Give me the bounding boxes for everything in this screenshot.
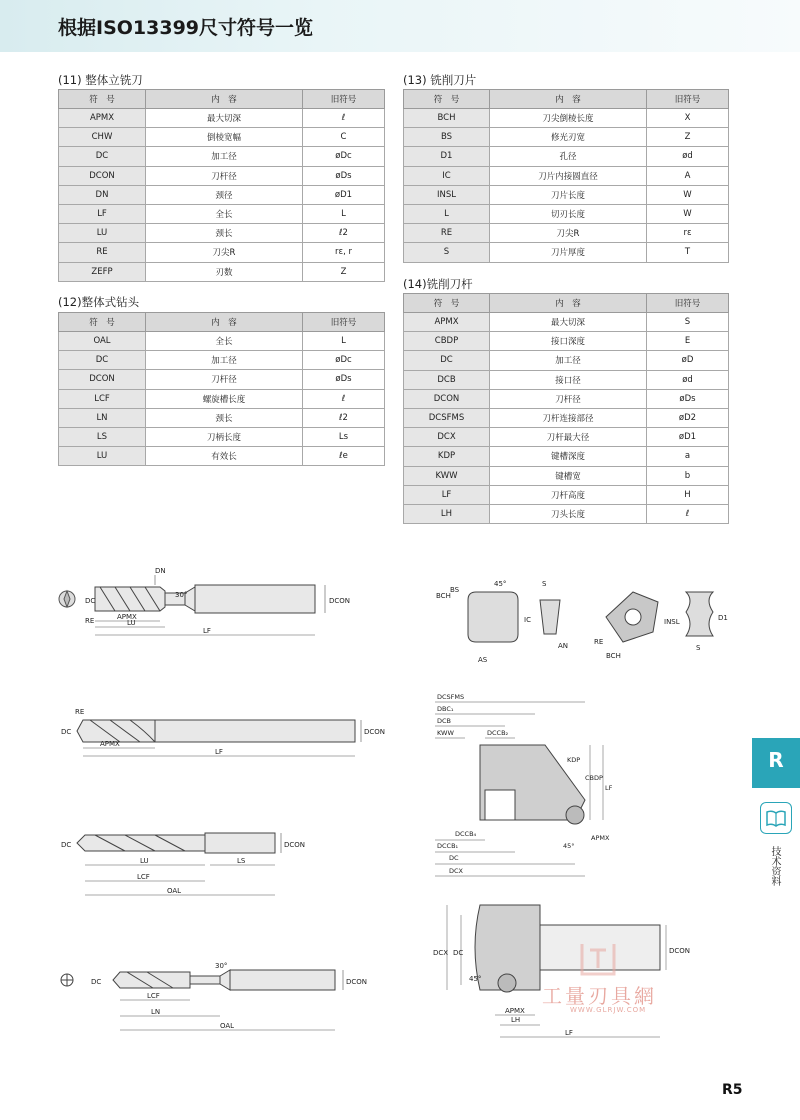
symbol-cell: DC — [404, 351, 490, 370]
table-row — [404, 351, 729, 370]
facemill-insert — [498, 974, 516, 992]
old-symbol-cell: øDc — [303, 351, 385, 370]
old-symbol-cell: ℓe — [303, 447, 385, 466]
old-symbol-cell: ℓ2 — [303, 408, 385, 427]
old-symbol-cell: b — [647, 466, 729, 485]
label-lh: LH — [511, 1016, 521, 1024]
col-header-symbol: 符 号 — [59, 313, 146, 332]
symbol-cell: LH — [404, 504, 490, 523]
label-insl: INSL — [664, 618, 680, 626]
label-lcf: LCF — [137, 873, 150, 881]
content-cell: 刀尖R — [146, 243, 303, 262]
label-re: RE — [85, 617, 95, 625]
old-symbol-cell: øD2 — [647, 408, 729, 427]
label-kww: KWW — [437, 729, 454, 737]
content-cell: 切刃长度 — [490, 204, 647, 223]
table-row — [404, 128, 729, 147]
label-45deg: 45° — [494, 580, 507, 588]
table-row — [59, 243, 385, 262]
table-row — [59, 351, 385, 370]
symbol-cell: LS — [59, 427, 146, 446]
content-cell: 有效长 — [146, 447, 303, 466]
label-dccb1: DCCB₁ — [437, 842, 459, 850]
symbol-cell: CHW — [59, 128, 146, 147]
old-symbol-cell: øD1 — [303, 185, 385, 204]
label-lu: LU — [127, 619, 136, 627]
symbol-cell: ZEFP — [59, 262, 146, 281]
label-dccb2: DCCB₂ — [487, 729, 509, 737]
table-14-title: (14)铣削刀杆 — [403, 277, 473, 291]
label-45deg: 45° — [469, 975, 482, 983]
content-cell: 加工径 — [146, 147, 303, 166]
symbol-cell: DC — [59, 351, 146, 370]
label-lf: LF — [215, 748, 223, 756]
content-cell: 刀片内接圆直径 — [490, 166, 647, 185]
content-cell: 刀尖倒棱长度 — [490, 109, 647, 128]
label-45deg: 45° — [563, 842, 575, 850]
content-cell: 刀杆径 — [146, 370, 303, 389]
table-row — [404, 204, 729, 223]
label-dn: DN — [155, 567, 166, 575]
content-cell: 颈长 — [146, 408, 303, 427]
table-row — [59, 447, 385, 466]
old-symbol-cell: ℓ2 — [303, 224, 385, 243]
table-row — [404, 485, 729, 504]
label-re: RE — [75, 708, 85, 716]
label-30deg: 30° — [175, 591, 188, 599]
label-ic: IC — [524, 616, 531, 624]
content-cell: 键槽宽 — [490, 466, 647, 485]
endmill-end-view — [59, 591, 75, 607]
label-dc: DC — [91, 978, 102, 986]
label-bch: BCH — [436, 592, 451, 600]
symbol-cell: INSL — [404, 185, 490, 204]
table-12 — [58, 312, 385, 466]
old-symbol-cell: L — [303, 204, 385, 223]
table-row — [404, 224, 729, 243]
table-row — [59, 166, 385, 185]
label-dcon: DCON — [669, 947, 691, 955]
symbol-cell: DCON — [59, 370, 146, 389]
old-symbol-cell: øD — [647, 351, 729, 370]
old-symbol-cell: rε, r — [303, 243, 385, 262]
page-number: R5 — [722, 1082, 743, 1098]
label-bch-2: BCH — [606, 652, 621, 660]
old-symbol-cell: øDs — [303, 370, 385, 389]
table-13-title: (13) 铣削刀片 — [403, 73, 477, 87]
label-30deg: 30° — [215, 962, 228, 970]
table-row — [59, 332, 385, 351]
content-cell: 修光刃宽 — [490, 128, 647, 147]
content-cell: 刀片长度 — [490, 185, 647, 204]
content-cell: 螺旋槽长度 — [146, 389, 303, 408]
symbol-cell: BS — [404, 128, 490, 147]
label-ls: LS — [237, 857, 246, 865]
content-cell: 刀柄长度 — [146, 427, 303, 446]
symbol-cell: LU — [59, 224, 146, 243]
symbol-cell: APMX — [404, 313, 490, 332]
table-row — [404, 166, 729, 185]
table-14 — [403, 293, 729, 524]
table-row — [59, 408, 385, 427]
label-lcf: LCF — [147, 992, 160, 1000]
col-header-symbol: 符 号 — [404, 294, 490, 313]
old-symbol-cell: rε — [647, 224, 729, 243]
label-apmx: APMX — [117, 613, 137, 621]
label-dcon: DCON — [364, 728, 386, 736]
content-cell: 全长 — [146, 204, 303, 223]
table-13 — [403, 89, 729, 263]
symbol-cell: LCF — [59, 389, 146, 408]
old-symbol-cell: C — [303, 128, 385, 147]
table-row — [59, 147, 385, 166]
old-symbol-cell: W — [647, 204, 729, 223]
label-ln: LN — [151, 1008, 161, 1016]
table-row — [404, 370, 729, 389]
label-dcx: DCX — [433, 949, 449, 957]
old-symbol-cell: Z — [303, 262, 385, 281]
table-row — [59, 109, 385, 128]
symbol-cell: CBDP — [404, 332, 490, 351]
col-header-symbol: 符 号 — [404, 90, 490, 109]
col-header-content: 内 容 — [146, 313, 303, 332]
col-header-old: 旧符号 — [647, 90, 729, 109]
table-11-title: (11) 整体立铣刀 — [58, 73, 143, 87]
content-cell: 最大切深 — [490, 313, 647, 332]
old-symbol-cell: H — [647, 485, 729, 504]
label-dc: DC — [449, 854, 459, 862]
label-apmx: APMX — [591, 834, 610, 842]
old-symbol-cell: Z — [647, 128, 729, 147]
table-row — [404, 147, 729, 166]
label-dcon: DCON — [284, 841, 306, 849]
symbol-cell: KDP — [404, 447, 490, 466]
old-symbol-cell: ℓ — [303, 389, 385, 408]
table-row — [59, 185, 385, 204]
content-cell: 刀杆高度 — [490, 485, 647, 504]
content-cell: 刀杆连接部径 — [490, 408, 647, 427]
content-cell: 键槽深度 — [490, 447, 647, 466]
label-dccb4: DCCB₄ — [455, 830, 477, 838]
holder-diagram — [425, 690, 625, 890]
label-apmx: APMX — [100, 740, 120, 748]
label-dc: DC — [61, 728, 72, 736]
content-cell: 刀杆径 — [146, 166, 303, 185]
table-row — [404, 466, 729, 485]
table-row — [404, 313, 729, 332]
col-header-old: 旧符号 — [303, 90, 385, 109]
old-symbol-cell: øDs — [647, 389, 729, 408]
symbol-cell: APMX — [59, 109, 146, 128]
endmill-diagram — [55, 565, 355, 645]
side-tab-letter: R — [768, 748, 784, 772]
col-header-old: 旧符号 — [303, 313, 385, 332]
side-label: 技术资料 — [769, 846, 780, 886]
symbol-cell: BCH — [404, 109, 490, 128]
table-row — [59, 370, 385, 389]
content-cell: 接口径 — [490, 370, 647, 389]
col-header-content: 内 容 — [490, 294, 647, 313]
label-s-2: S — [696, 644, 701, 652]
label-lf: LF — [605, 784, 613, 792]
content-cell: 刀头长度 — [490, 504, 647, 523]
old-symbol-cell: øDs — [303, 166, 385, 185]
label-dbc1: DBC₁ — [437, 705, 454, 713]
content-cell: 最大切深 — [146, 109, 303, 128]
table-11 — [58, 89, 385, 282]
old-symbol-cell: øD1 — [647, 428, 729, 447]
content-cell: 加工径 — [146, 351, 303, 370]
symbol-cell: KWW — [404, 466, 490, 485]
watermark-text: 工量刃具網 — [542, 984, 657, 1008]
old-symbol-cell: ød — [647, 147, 729, 166]
label-bs: BS — [450, 586, 460, 594]
label-oal: OAL — [220, 1022, 235, 1030]
content-cell: 孔径 — [490, 147, 647, 166]
content-cell: 刀尖R — [490, 224, 647, 243]
old-symbol-cell: A — [647, 166, 729, 185]
label-lu: LU — [140, 857, 149, 865]
side-tab[interactable] — [752, 738, 800, 788]
label-dcsfms: DCSFMS — [437, 693, 465, 701]
symbol-cell: DC — [59, 147, 146, 166]
symbol-cell: IC — [404, 166, 490, 185]
table-row — [59, 128, 385, 147]
table-row — [404, 243, 729, 262]
table-row — [404, 447, 729, 466]
content-cell: 刀杆最大径 — [490, 428, 647, 447]
col-header-content: 内 容 — [490, 90, 647, 109]
content-cell: 加工径 — [490, 351, 647, 370]
label-an: AN — [558, 642, 569, 650]
table-row — [59, 427, 385, 446]
table-row — [59, 224, 385, 243]
col-header-symbol: 符 号 — [59, 90, 146, 109]
old-symbol-cell: L — [303, 332, 385, 351]
label-dcx: DCX — [449, 867, 463, 875]
old-symbol-cell: øDc — [303, 147, 385, 166]
label-d1: D1 — [718, 614, 728, 622]
content-cell: 刀片厚度 — [490, 243, 647, 262]
drill1-diagram — [55, 700, 386, 770]
symbol-cell: DCON — [59, 166, 146, 185]
symbol-cell: LU — [59, 447, 146, 466]
label-lf: LF — [565, 1029, 573, 1037]
symbol-cell: S — [404, 243, 490, 262]
drill2-diagram — [55, 825, 315, 905]
symbol-cell: DCON — [404, 389, 490, 408]
endmill-body — [95, 585, 315, 613]
symbol-cell: LN — [59, 408, 146, 427]
holder-insert — [566, 806, 584, 824]
label-cbdp: CBDP — [585, 774, 603, 782]
table-row — [59, 262, 385, 281]
table-row — [404, 504, 729, 523]
table-row — [59, 204, 385, 223]
content-cell: 接口深度 — [490, 332, 647, 351]
old-symbol-cell: a — [647, 447, 729, 466]
label-dc: DC — [85, 597, 96, 605]
col-header-old: 旧符号 — [647, 294, 729, 313]
old-symbol-cell: W — [647, 185, 729, 204]
label-dcon: DCON — [329, 597, 351, 605]
table-row — [404, 408, 729, 427]
table-row — [404, 428, 729, 447]
symbol-cell: D1 — [404, 147, 490, 166]
old-symbol-cell: ℓ — [303, 109, 385, 128]
symbol-cell: LF — [59, 204, 146, 223]
old-symbol-cell: X — [647, 109, 729, 128]
old-symbol-cell: Ls — [303, 427, 385, 446]
col-header-content: 内 容 — [146, 90, 303, 109]
label-dcb: DCB — [437, 717, 452, 725]
watermark-url: WWW.GLRJW.COM — [570, 1006, 647, 1014]
symbol-cell: DN — [59, 185, 146, 204]
table-12-title: (12)整体式钻头 — [58, 295, 140, 309]
symbol-cell: RE — [59, 243, 146, 262]
symbol-cell: DCB — [404, 370, 490, 389]
table-row — [404, 389, 729, 408]
table-row — [59, 389, 385, 408]
content-cell: 全长 — [146, 332, 303, 351]
label-oal: OAL — [167, 887, 182, 895]
old-symbol-cell: ød — [647, 370, 729, 389]
book-icon — [760, 802, 792, 834]
old-symbol-cell: E — [647, 332, 729, 351]
symbol-cell: DCSFMS — [404, 408, 490, 427]
old-symbol-cell: T — [647, 243, 729, 262]
page-title: 根据ISO13399尺寸符号一览 — [58, 17, 314, 39]
label-dc: DC — [61, 841, 72, 849]
label-apmx: APMX — [505, 1007, 525, 1015]
content-cell: 颈径 — [146, 185, 303, 204]
content-cell: 颈长 — [146, 224, 303, 243]
label-kdp: KDP — [567, 756, 581, 764]
label-dc: DC — [453, 949, 464, 957]
content-cell: 倒棱宽幅 — [146, 128, 303, 147]
symbol-cell: DCX — [404, 428, 490, 447]
label-as: AS — [478, 656, 488, 664]
symbol-cell: L — [404, 204, 490, 223]
symbol-cell: OAL — [59, 332, 146, 351]
old-symbol-cell: S — [647, 313, 729, 332]
drill3-end-view — [61, 974, 73, 986]
label-s: S — [542, 580, 547, 588]
table-row — [404, 185, 729, 204]
table-row — [404, 332, 729, 351]
label-lf: LF — [203, 627, 211, 635]
table-row — [404, 109, 729, 128]
label-dcon: DCON — [346, 978, 368, 986]
symbol-cell: RE — [404, 224, 490, 243]
content-cell: 刃数 — [146, 262, 303, 281]
symbol-cell: LF — [404, 485, 490, 504]
label-re: RE — [594, 638, 604, 646]
drill3-diagram — [55, 960, 375, 1040]
insert-diagram — [428, 572, 738, 672]
old-symbol-cell: ℓ — [647, 504, 729, 523]
content-cell: 刀杆径 — [490, 389, 647, 408]
